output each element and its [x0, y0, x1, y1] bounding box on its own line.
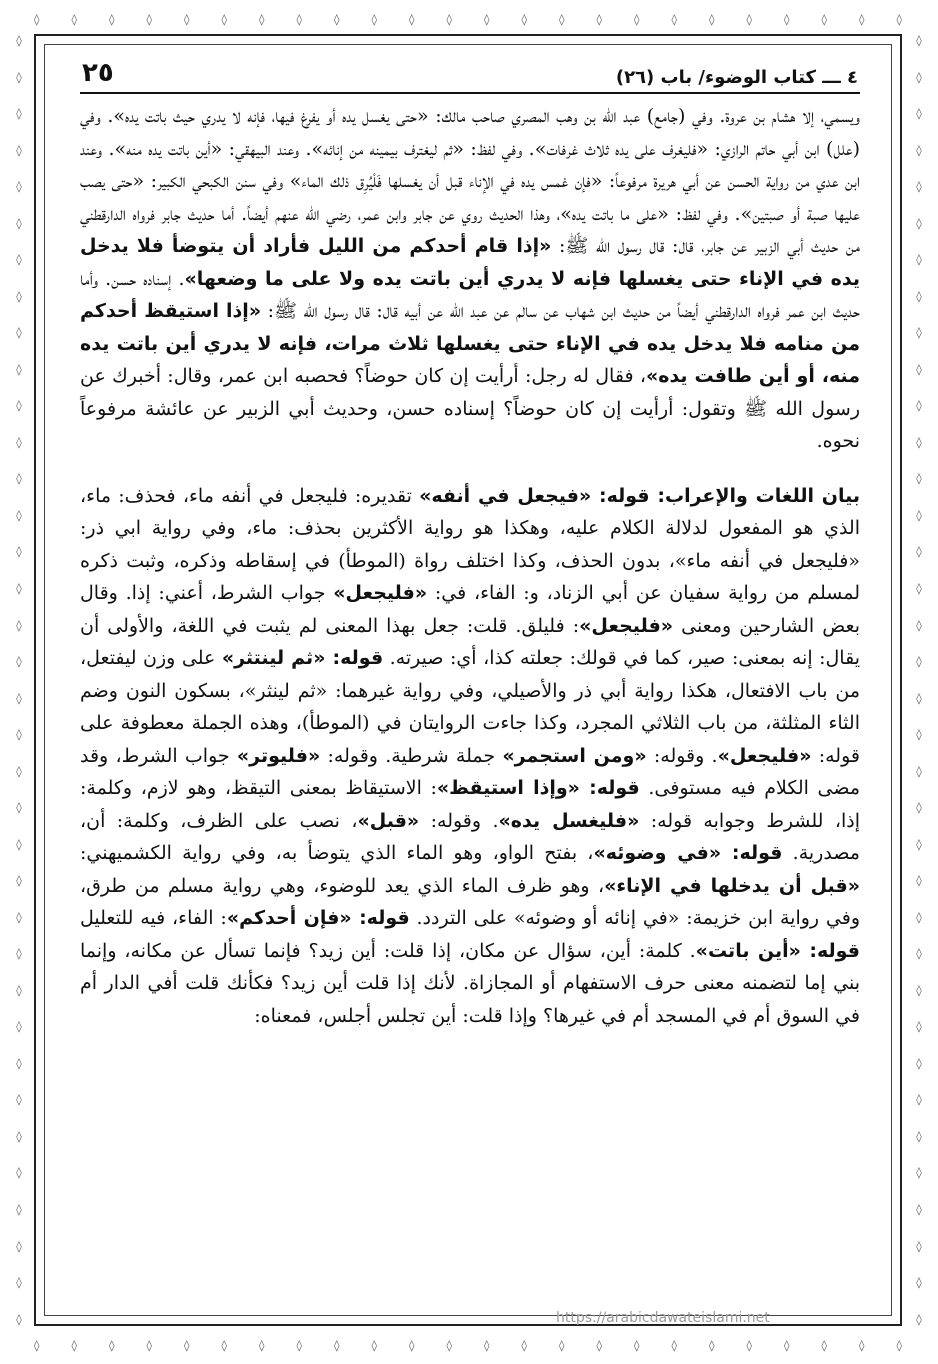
ornament-icon: ◊	[146, 1338, 152, 1352]
ornament-icon: ◊	[16, 399, 22, 413]
bold-run: «فليجعل»	[333, 582, 428, 604]
ornament-icon: ◊	[16, 143, 22, 157]
text-run: جملة شرطية. وقوله:	[320, 744, 503, 767]
text-run: . كلمة: أين، سؤال عن مكان، إذا قلت: أين زيد؟ فإنما تسأل عن مكانه، وإنما بني إما لتضمنه معنى حرف الاستفهام أو المجازاة. لأنك إذا قلت أين زيد؟ فكأنك قلت أفي الدار أم في السوق أم في المسجد أم في غيرها؟ وإذا قلت: أين تجلس أجلس، فمعناه:	[80, 939, 860, 1027]
ornament-icon: ◊	[634, 12, 640, 26]
ornament-icon: ◊	[596, 1338, 602, 1352]
ornament-icon: ◊	[916, 947, 922, 961]
text-run: . وقوله:	[646, 744, 718, 767]
ornament-icon: ◊	[671, 12, 677, 26]
ornament-icon: ◊	[16, 1203, 22, 1216]
ornament-icon: ◊	[296, 1338, 302, 1352]
watermark-url: https://arabicdawateislami.net	[556, 1310, 770, 1326]
ornament-icon: ◊	[916, 691, 922, 705]
ornament-icon: ◊	[484, 1338, 490, 1352]
ornament-icon: ◊	[109, 12, 115, 26]
ornament-icon: ◊	[16, 910, 22, 924]
ornament-icon: ◊	[821, 1338, 827, 1352]
bold-run: قوله: «وإذا استيقظ»	[436, 777, 640, 799]
ornament-icon: ◊	[916, 1203, 922, 1216]
ornament-icon: ◊	[916, 1020, 922, 1034]
ornament-icon: ◊	[71, 1338, 77, 1352]
ornament-icon: ◊	[16, 435, 22, 449]
ornament-icon: ◊	[71, 12, 77, 26]
ornament-icon: ◊	[896, 1338, 902, 1352]
ornament-icon: ◊	[821, 12, 827, 26]
ornament-icon: ◊	[16, 1020, 22, 1034]
page-header	[80, 48, 860, 94]
bold-run: «فليجعل»	[579, 614, 674, 637]
ornament-icon: ◊	[746, 12, 752, 26]
bold-run: قوله: «ثم لينتثر»	[221, 647, 384, 669]
ornament-icon: ◊	[709, 12, 715, 26]
ornament-icon: ◊	[16, 216, 22, 230]
ornament-icon: ◊	[16, 1129, 22, 1143]
ornament-icon: ◊	[916, 362, 922, 376]
ornament-icon: ◊	[371, 1338, 377, 1352]
page-number: ٢٥	[82, 58, 114, 88]
ornament-icon: ◊	[896, 12, 902, 26]
ornament-icon: ◊	[916, 874, 922, 888]
bold-run: «فليوتر»	[236, 744, 321, 767]
ornament-icon: ◊	[16, 1239, 22, 1253]
ornament-icon: ◊	[446, 12, 452, 26]
ornament-icon: ◊	[16, 34, 22, 47]
ornament-icon: ◊	[259, 12, 265, 26]
bold-run: «فليغسل يده»	[498, 809, 640, 832]
ornament-icon: ◊	[184, 12, 190, 26]
ornament-icon: ◊	[446, 1338, 452, 1352]
text-run: ويسمي، إلا هشام بن عروة. وفي (جامع) عبد الله بن وهب المصري صاحب مالك: «حتى يغسل يده أو يفرغ فيها، فإنه لا يدري حيث باتت يده». وفي (علل) ابن أبي حاتم الرازي: «فليغرف على يده ثلاث غرفات». وفي لفظ: «ثم ليغترف بيمينه من إنائه». وعند البيهقي: «أين باتت يده منه». وعند ابن عدي من رواية الحسن عن أبي هريرة مرفوعاً: «فإن غمس يده في الإناء قبل أن يغسلها فَلْيُرِق ذلك الماء» وفي سنن الكبحي الكبير: «حتى يصب عليها صبة أو صبتين». وفي لفظ: «على ما باتت يده»، وهذا الحديث روي عن جابر وابن عمر، رضي الله عنهم أيضاً. أما حديث جابر فرواه الدارقطني من حديث أبي الزبير عن جابر، قال: قال رسول الله ﷺ:	[80, 105, 860, 257]
ornament-icon: ◊	[916, 107, 922, 121]
text-run: : فليلق. قلت: جعل بهذا المعنى لم يثبت في اللغة، والأولى أن يقال: إنه بمعنى: صير، كما في قولك: جعلته كذا، أي: صيرته.	[80, 614, 860, 669]
ornament-icon: ◊	[16, 874, 22, 888]
bold-run: «ومن استجمر»	[502, 744, 647, 767]
bold-run: «قبل»	[357, 809, 420, 832]
ornament-icon: ◊	[16, 545, 22, 559]
ornament-icon: ◊	[16, 107, 22, 121]
text-run: تقديره: فليجعل في أنفه ماء، فحذف: ماء، الذي هو المفعول لدلالة الكلام عليه، وهكذا هو رواية الأكثرين بحذف: ماء، وفي رواية ابي ذر: «فليجعل في أنفه ماء»، بدون الحذف، وكذا اختلف رواة (الموطأ) في إسقاطه وذكره، وثبت ذكره لمسلم من رواية سفيان عن أبي الزناد، و: الفاء، في:	[80, 484, 860, 604]
running-head: ٤ ـــ كتاب الوضوء/ باب (٢٦)	[615, 67, 858, 88]
ornament-icon: ◊	[16, 655, 22, 669]
ornament-icon: ◊	[916, 1276, 922, 1290]
ornament-icon: ◊	[916, 326, 922, 340]
bold-run: «فليجعل»	[717, 744, 812, 767]
ornament-icon: ◊	[916, 508, 922, 522]
ornament-icon: ◊	[16, 253, 22, 267]
text-run: جواب الشرط، أعني: إذا. وقال بعض الشارحين ومعنى	[80, 582, 860, 637]
ornament-icon: ◊	[16, 947, 22, 961]
ornament-icon: ◊	[16, 764, 22, 778]
ornament-icon: ◊	[916, 1239, 922, 1253]
ornament-icon: ◊	[916, 910, 922, 924]
ornament-icon: ◊	[916, 655, 922, 669]
ornament-icon: ◊	[784, 1338, 790, 1352]
left-ornament-border	[4, 34, 34, 1326]
ornament-icon: ◊	[16, 472, 22, 486]
ornament-icon: ◊	[16, 983, 22, 997]
ornament-icon: ◊	[596, 12, 602, 26]
ornament-icon: ◊	[916, 1056, 922, 1070]
ornament-icon: ◊	[34, 12, 40, 26]
ornament-icon: ◊	[559, 1338, 565, 1352]
ornament-icon: ◊	[559, 12, 565, 26]
ornament-icon: ◊	[16, 508, 22, 522]
ornament-icon: ◊	[916, 728, 922, 742]
ornament-icon: ◊	[16, 1056, 22, 1070]
ornament-icon: ◊	[746, 1338, 752, 1352]
ornament-icon: ◊	[16, 70, 22, 84]
text-run: جواب الشرط، وقد مضى الكلام فيه مستوفى.	[80, 744, 860, 799]
ornament-icon: ◊	[16, 1166, 22, 1180]
ornament-icon: ◊	[221, 12, 227, 26]
paragraph	[80, 480, 860, 1033]
ornament-icon: ◊	[859, 12, 865, 26]
ornament-icon: ◊	[916, 581, 922, 595]
ornament-icon: ◊	[671, 1338, 677, 1352]
text-run: : الفاء، فيه للتعليل	[80, 907, 227, 929]
text-run: . إسناده حسن. وأما حديث ابن عمر فرواه الدارقطني أيضاً من حديث ابن شهاب عن سالم عن عبد الله عن أبيه قال: قال رسول الله ﷺ:	[80, 267, 861, 322]
ornament-icon: ◊	[784, 12, 790, 26]
ornament-icon: ◊	[916, 399, 922, 413]
bold-run: بيان اللغات والإعراب: قوله: «فيجعل في أنفه»	[419, 484, 860, 507]
text-run: : الاستيقاظ بمعنى التيقظ، وهو لازم، وكلمة: إذا، للشرط وجوابه قوله:	[80, 777, 860, 832]
ornament-icon: ◊	[916, 435, 922, 449]
paragraph	[80, 100, 860, 458]
bold-run: «قبل أن يدخلها في الإناء»	[604, 874, 860, 897]
ornament-icon: ◊	[916, 180, 922, 194]
ornament-icon: ◊	[146, 12, 152, 26]
ornament-icon: ◊	[16, 801, 22, 815]
ornament-icon: ◊	[916, 70, 922, 84]
ornament-icon: ◊	[916, 837, 922, 851]
bold-run: «إذا قام أحدكم من الليل فأراد أن يتوضأ فلا يدخل يده في الإناء حتى يغسلها فإنه لا يدري أين باتت يده ولا على ما وضعها»	[80, 235, 860, 290]
bold-run: قوله: «فإن أحدكم»	[226, 907, 410, 929]
text-run: ، نصب على الظرف، وكلمة: أن، مصدرية.	[80, 809, 860, 864]
ornament-icon: ◊	[916, 618, 922, 632]
ornament-icon: ◊	[916, 253, 922, 267]
ornament-icon: ◊	[34, 1338, 40, 1352]
ornament-icon: ◊	[409, 1338, 415, 1352]
ornament-icon: ◊	[709, 1338, 715, 1352]
ornament-icon: ◊	[16, 728, 22, 742]
ornament-icon: ◊	[16, 691, 22, 705]
ornament-icon: ◊	[634, 1338, 640, 1352]
ornament-icon: ◊	[16, 837, 22, 851]
ornament-icon: ◊	[184, 1338, 190, 1352]
ornament-icon: ◊	[409, 12, 415, 26]
text-run: ، بفتح الواو، وهو الماء الذي يتوضأ به، وفي رواية الكشميهني:	[80, 842, 594, 864]
ornament-icon: ◊	[221, 1338, 227, 1352]
ornament-icon: ◊	[916, 764, 922, 778]
top-ornament-border	[34, 4, 902, 34]
ornament-icon: ◊	[109, 1338, 115, 1352]
ornament-icon: ◊	[16, 180, 22, 194]
bold-run: قوله: «في وضوئه»	[593, 842, 783, 864]
body-text	[80, 100, 860, 1032]
ornament-icon: ◊	[371, 12, 377, 26]
ornament-icon: ◊	[859, 1338, 865, 1352]
ornament-icon: ◊	[916, 801, 922, 815]
book-page	[80, 48, 860, 1318]
ornament-icon: ◊	[296, 12, 302, 26]
ornament-icon: ◊	[916, 983, 922, 997]
ornament-icon: ◊	[484, 12, 490, 26]
text-run: ، فقال له رجل: أرأيت إن كان حوضاً؟ فحصبه ابن عمر، وقال: أخبرك عن رسول الله ﷺ وتقول: أرأيت إن كان حوضاً؟ إسناده حسن، وحديث أبي الزبير عن عائشة مرفوعاً نحوه.	[80, 365, 860, 452]
ornament-icon: ◊	[334, 12, 340, 26]
ornament-icon: ◊	[16, 1093, 22, 1107]
ornament-icon: ◊	[916, 34, 922, 47]
ornament-icon: ◊	[916, 472, 922, 486]
ornament-icon: ◊	[16, 289, 22, 303]
ornament-icon: ◊	[916, 1093, 922, 1107]
bottom-ornament-border	[34, 1330, 902, 1360]
ornament-icon: ◊	[916, 1166, 922, 1180]
right-ornament-border	[904, 34, 934, 1326]
bold-run: قوله: «أين باتت»	[695, 939, 860, 962]
ornament-icon: ◊	[916, 1129, 922, 1143]
ornament-icon: ◊	[916, 289, 922, 303]
ornament-icon: ◊	[521, 12, 527, 26]
ornament-icon: ◊	[16, 1312, 22, 1326]
ornament-icon: ◊	[259, 1338, 265, 1352]
ornament-icon: ◊	[16, 362, 22, 376]
text-run: . وقوله:	[419, 809, 499, 832]
bold-run: «إذا استيقظ أحدكم من منامه فلا يدخل يده في الإناء حتى يغسلها ثلاث مرات، فإنه لا يدري أين باتت يده منه، أو أين طافت يده»	[80, 300, 860, 387]
ornament-icon: ◊	[521, 1338, 527, 1352]
ornament-icon: ◊	[916, 216, 922, 230]
ornament-icon: ◊	[916, 545, 922, 559]
ornament-icon: ◊	[334, 1338, 340, 1352]
text-run: على وزن ليفتعل، من باب الافتعال، هكذا رواية أبي ذر والأصيلي، وفي رواية غيرهما: «ثم لينثر»، بسكون النون وضم الثاء المثلثة، من باب الثلاثي المجرد، وكذا جاءت الروايتان في (الموطأ)، وهذه الجملة معطوفة على قوله:	[80, 647, 860, 767]
ornament-icon: ◊	[916, 143, 922, 157]
ornament-icon: ◊	[916, 1312, 922, 1326]
text-run: ، وهو ظرف الماء الذي يعد للوضوء، وهي رواية مسلم من طرق، وفي رواية ابن خزيمة: «في إنائه أو وضوئه» على التردد.	[80, 874, 860, 929]
ornament-icon: ◊	[16, 618, 22, 632]
ornament-icon: ◊	[16, 326, 22, 340]
ornament-icon: ◊	[16, 1276, 22, 1290]
ornament-icon: ◊	[16, 581, 22, 595]
